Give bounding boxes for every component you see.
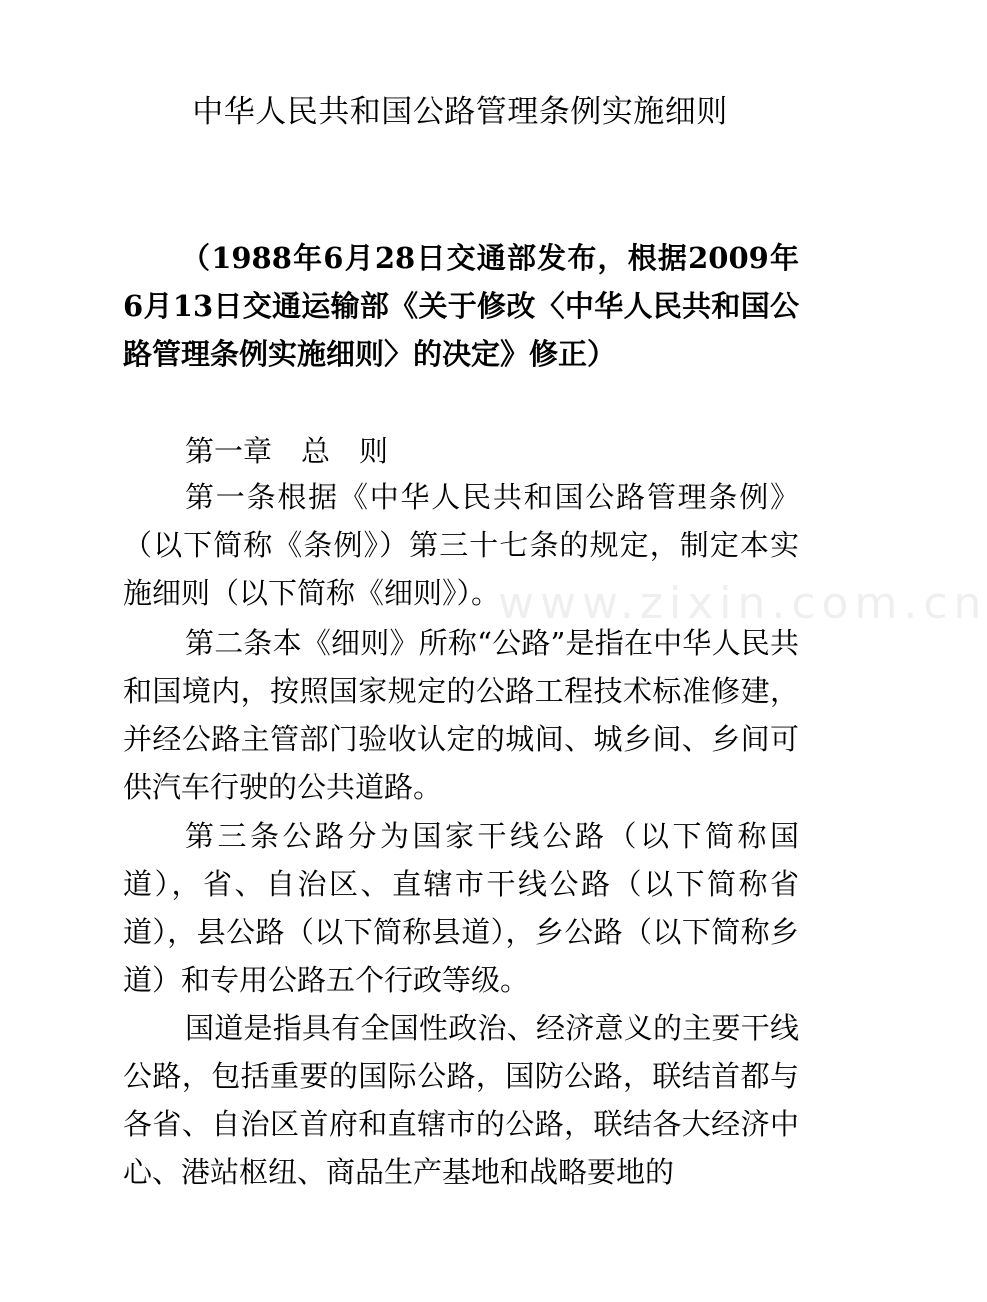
issuance-note: （1988年6月28日交通部发布，根据2009年6月13日交通运输部《关于修改〈中华人民共和国公路管理条例实施细则〉的决定》修正） <box>123 241 799 371</box>
article-1-paragraph: 第一条根据《中华人民共和国公路管理条例》（以下简称《条例》）第三十七条的规定，制定本实施细则（以下简称《细则》）。 <box>123 480 799 610</box>
article-2-paragraph: 第二条本《细则》所称“公路”是指在中华人民共和国境内，按照国家规定的公路工程技术标准修建，并经公路主管部门验收认定的城间、城乡间、乡间可供汽车行驶的公共道路。 <box>123 626 799 804</box>
national-road-paragraph: 国道是指具有全国性政治、经济意义的主要干线公路，包括重要的国际公路，国防公路，联结首都与各省、自治区首府和直辖市的公路，联结各大经济中心、港站枢纽、商品生产基地和战略要地的 <box>123 1011 799 1189</box>
chapter-heading: 第一章 总 则 <box>185 434 389 468</box>
watermark: www.zixin.com.cn <box>498 578 987 629</box>
document-title: 中华人民共和国公路管理条例实施细则 <box>192 94 728 130</box>
article-3-paragraph: 第三条公路分为国家干线公路（以下简称国道），省、自治区、直辖市干线公路（以下简称省道），县公路（以下简称县道），乡公路（以下简称乡道）和专用公路五个行政等级。 <box>123 819 799 997</box>
